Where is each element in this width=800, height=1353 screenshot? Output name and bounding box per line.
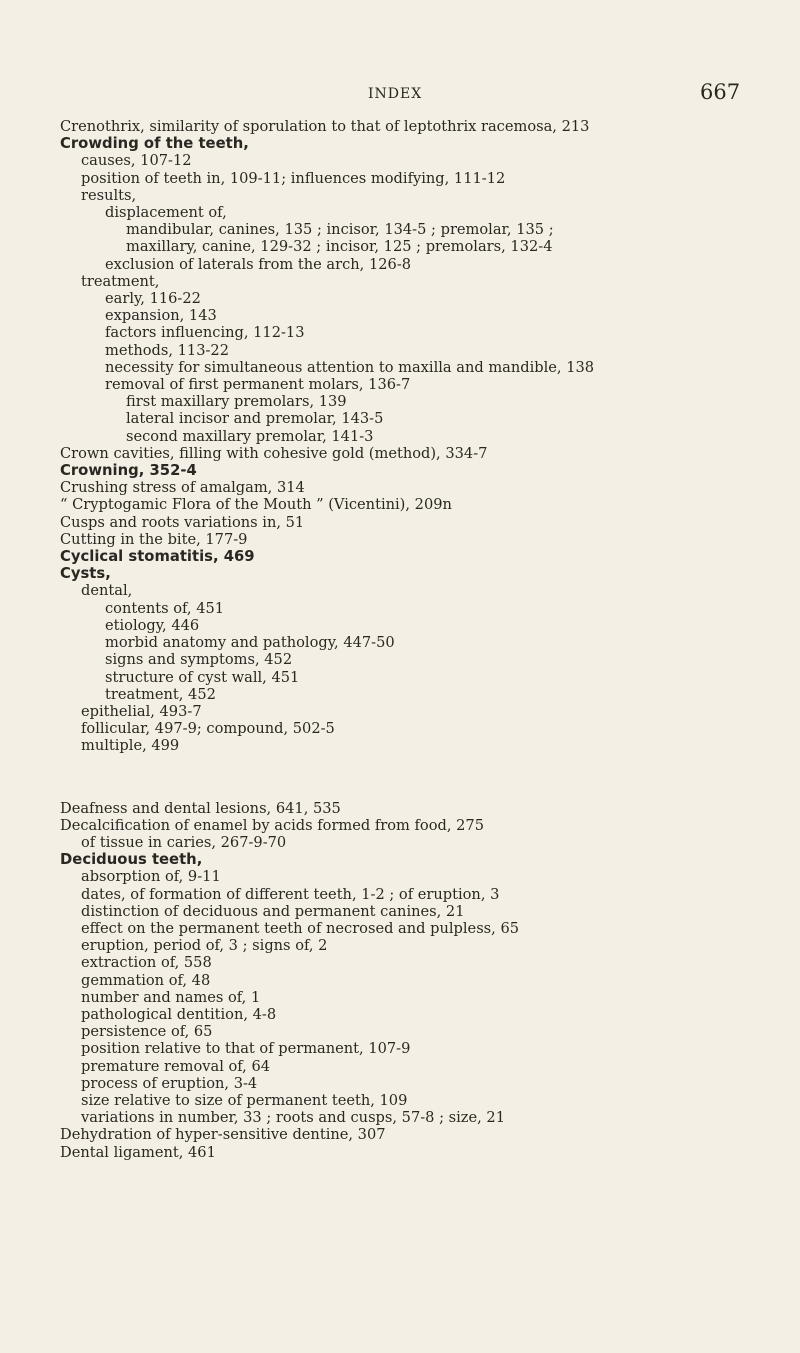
index-entry: Deafness and dental lesions, 641, 535: [60, 799, 341, 817]
index-entry: Dental ligament, 461: [60, 1143, 216, 1161]
index-entry: methods, 113-22: [105, 341, 229, 359]
index-entry: Cutting in the bite, 177-9: [60, 530, 248, 548]
index-entry: premature removal of, 64: [81, 1057, 271, 1075]
index-entry: structure of cyst wall, 451: [105, 668, 300, 686]
index-entry: absorption of, 9-11: [81, 868, 221, 886]
index-entry: eruption, period of, 3 ; signs of, 2: [81, 937, 328, 955]
index-heading: Crowding of the teeth,: [60, 135, 249, 153]
page-header: [0, 80, 800, 110]
index-entry: multiple, 499: [81, 737, 180, 755]
index-entry: pathological dentition, 4-8: [81, 1005, 277, 1023]
index-entry: distinction of deciduous and permanent canines, 21: [81, 902, 465, 920]
index-entry: Decalcification of enamel by acids formed from food, 275: [60, 816, 484, 834]
index-entry: Crown cavities, filling with cohesive gold (method), 334-7: [60, 444, 488, 462]
index-entry: number and names of, 1: [81, 988, 261, 1006]
index-section-d: [60, 800, 760, 1161]
index-entry: Dehydration of hyper-sensitive dentine, 307: [60, 1126, 386, 1144]
index-entry: treatment,: [81, 272, 160, 290]
index-entry: extraction of, 558: [81, 954, 212, 972]
index-entry: dental,: [81, 582, 133, 600]
index-entry: epithelial, 493-7: [81, 702, 202, 720]
index-entry: early, 116-22: [105, 290, 201, 308]
index-entry: dates, of formation of different teeth, 1-2 ; of eruption, 3: [81, 885, 500, 903]
index-entry: of tissue in caries, 267-9-70: [81, 833, 287, 851]
index-entry: causes, 107-12: [81, 152, 192, 170]
index-entry: contents of, 451: [105, 599, 225, 617]
running-head: INDEX: [368, 86, 423, 102]
index-entry: treatment, 452: [105, 685, 216, 703]
index-entry: process of eruption, 3-4: [81, 1074, 258, 1092]
index-entry: etiology, 446: [105, 616, 200, 634]
index-entry: position of teeth in, 109-11; influences modifying, 111-12: [81, 169, 506, 187]
index-entry: exclusion of laterals from the arch, 126-8: [105, 255, 412, 273]
index-entry: “ Cryptogamic Flora of the Mouth ” (Vicentini), 209n: [60, 496, 452, 514]
index-entry: Cusps and roots variations in, 51: [60, 513, 305, 531]
index-entry: persistence of, 65: [81, 1023, 213, 1041]
index-entry: necessity for simultaneous attention to maxilla and mandible, 138: [105, 358, 595, 376]
index-heading: Deciduous teeth,: [60, 851, 203, 869]
index-entry: follicular, 497-9; compound, 502-5: [81, 720, 335, 738]
index-entry: factors influencing, 112-13: [105, 324, 305, 342]
index-entry: morbid anatomy and pathology, 447-50: [105, 634, 395, 652]
index-entry: results,: [81, 186, 137, 204]
index-entry: maxillary, canine, 129-32 ; incisor, 125 ; premolars, 132-4: [126, 238, 553, 256]
index-entry: variations in number, 33 ; roots and cusps, 57-8 ; size, 21: [81, 1109, 505, 1127]
index-entry: size relative to size of permanent teeth, 109: [81, 1091, 408, 1109]
index-entry: expansion, 143: [105, 307, 217, 325]
index-heading: Cyclical stomatitis, 469: [60, 548, 255, 566]
index-entry: mandibular, canines, 135 ; incisor, 134-5 ; premolar, 135 ;: [126, 221, 554, 239]
index-entries: [60, 118, 760, 1161]
index-heading: Cysts,: [60, 565, 111, 583]
index-entry: gemmation of, 48: [81, 971, 211, 989]
page-number: 667: [700, 80, 741, 104]
section-gap: [60, 755, 760, 800]
index-entry: first maxillary premolars, 139: [126, 393, 347, 411]
index-entry: effect on the permanent teeth of necrosed and pulpless, 65: [81, 919, 520, 937]
index-entry: lateral incisor and premolar, 143-5: [126, 410, 384, 428]
index-entry: Crenothrix, similarity of sporulation to that of leptothrix racemosa, 213: [60, 118, 590, 135]
index-entry: position relative to that of permanent, 107-9: [81, 1040, 411, 1058]
index-heading: Crowning, 352-4: [60, 462, 197, 480]
index-entry: displacement of,: [105, 204, 227, 222]
index-entry: signs and symptoms, 452: [105, 651, 293, 669]
index-entry: removal of first permanent molars, 136-7: [105, 376, 411, 394]
index-entry: second maxillary premolar, 141-3: [126, 427, 374, 445]
index-entry: Crushing stress of amalgam, 314: [60, 479, 305, 497]
index-section-c: [60, 118, 760, 755]
